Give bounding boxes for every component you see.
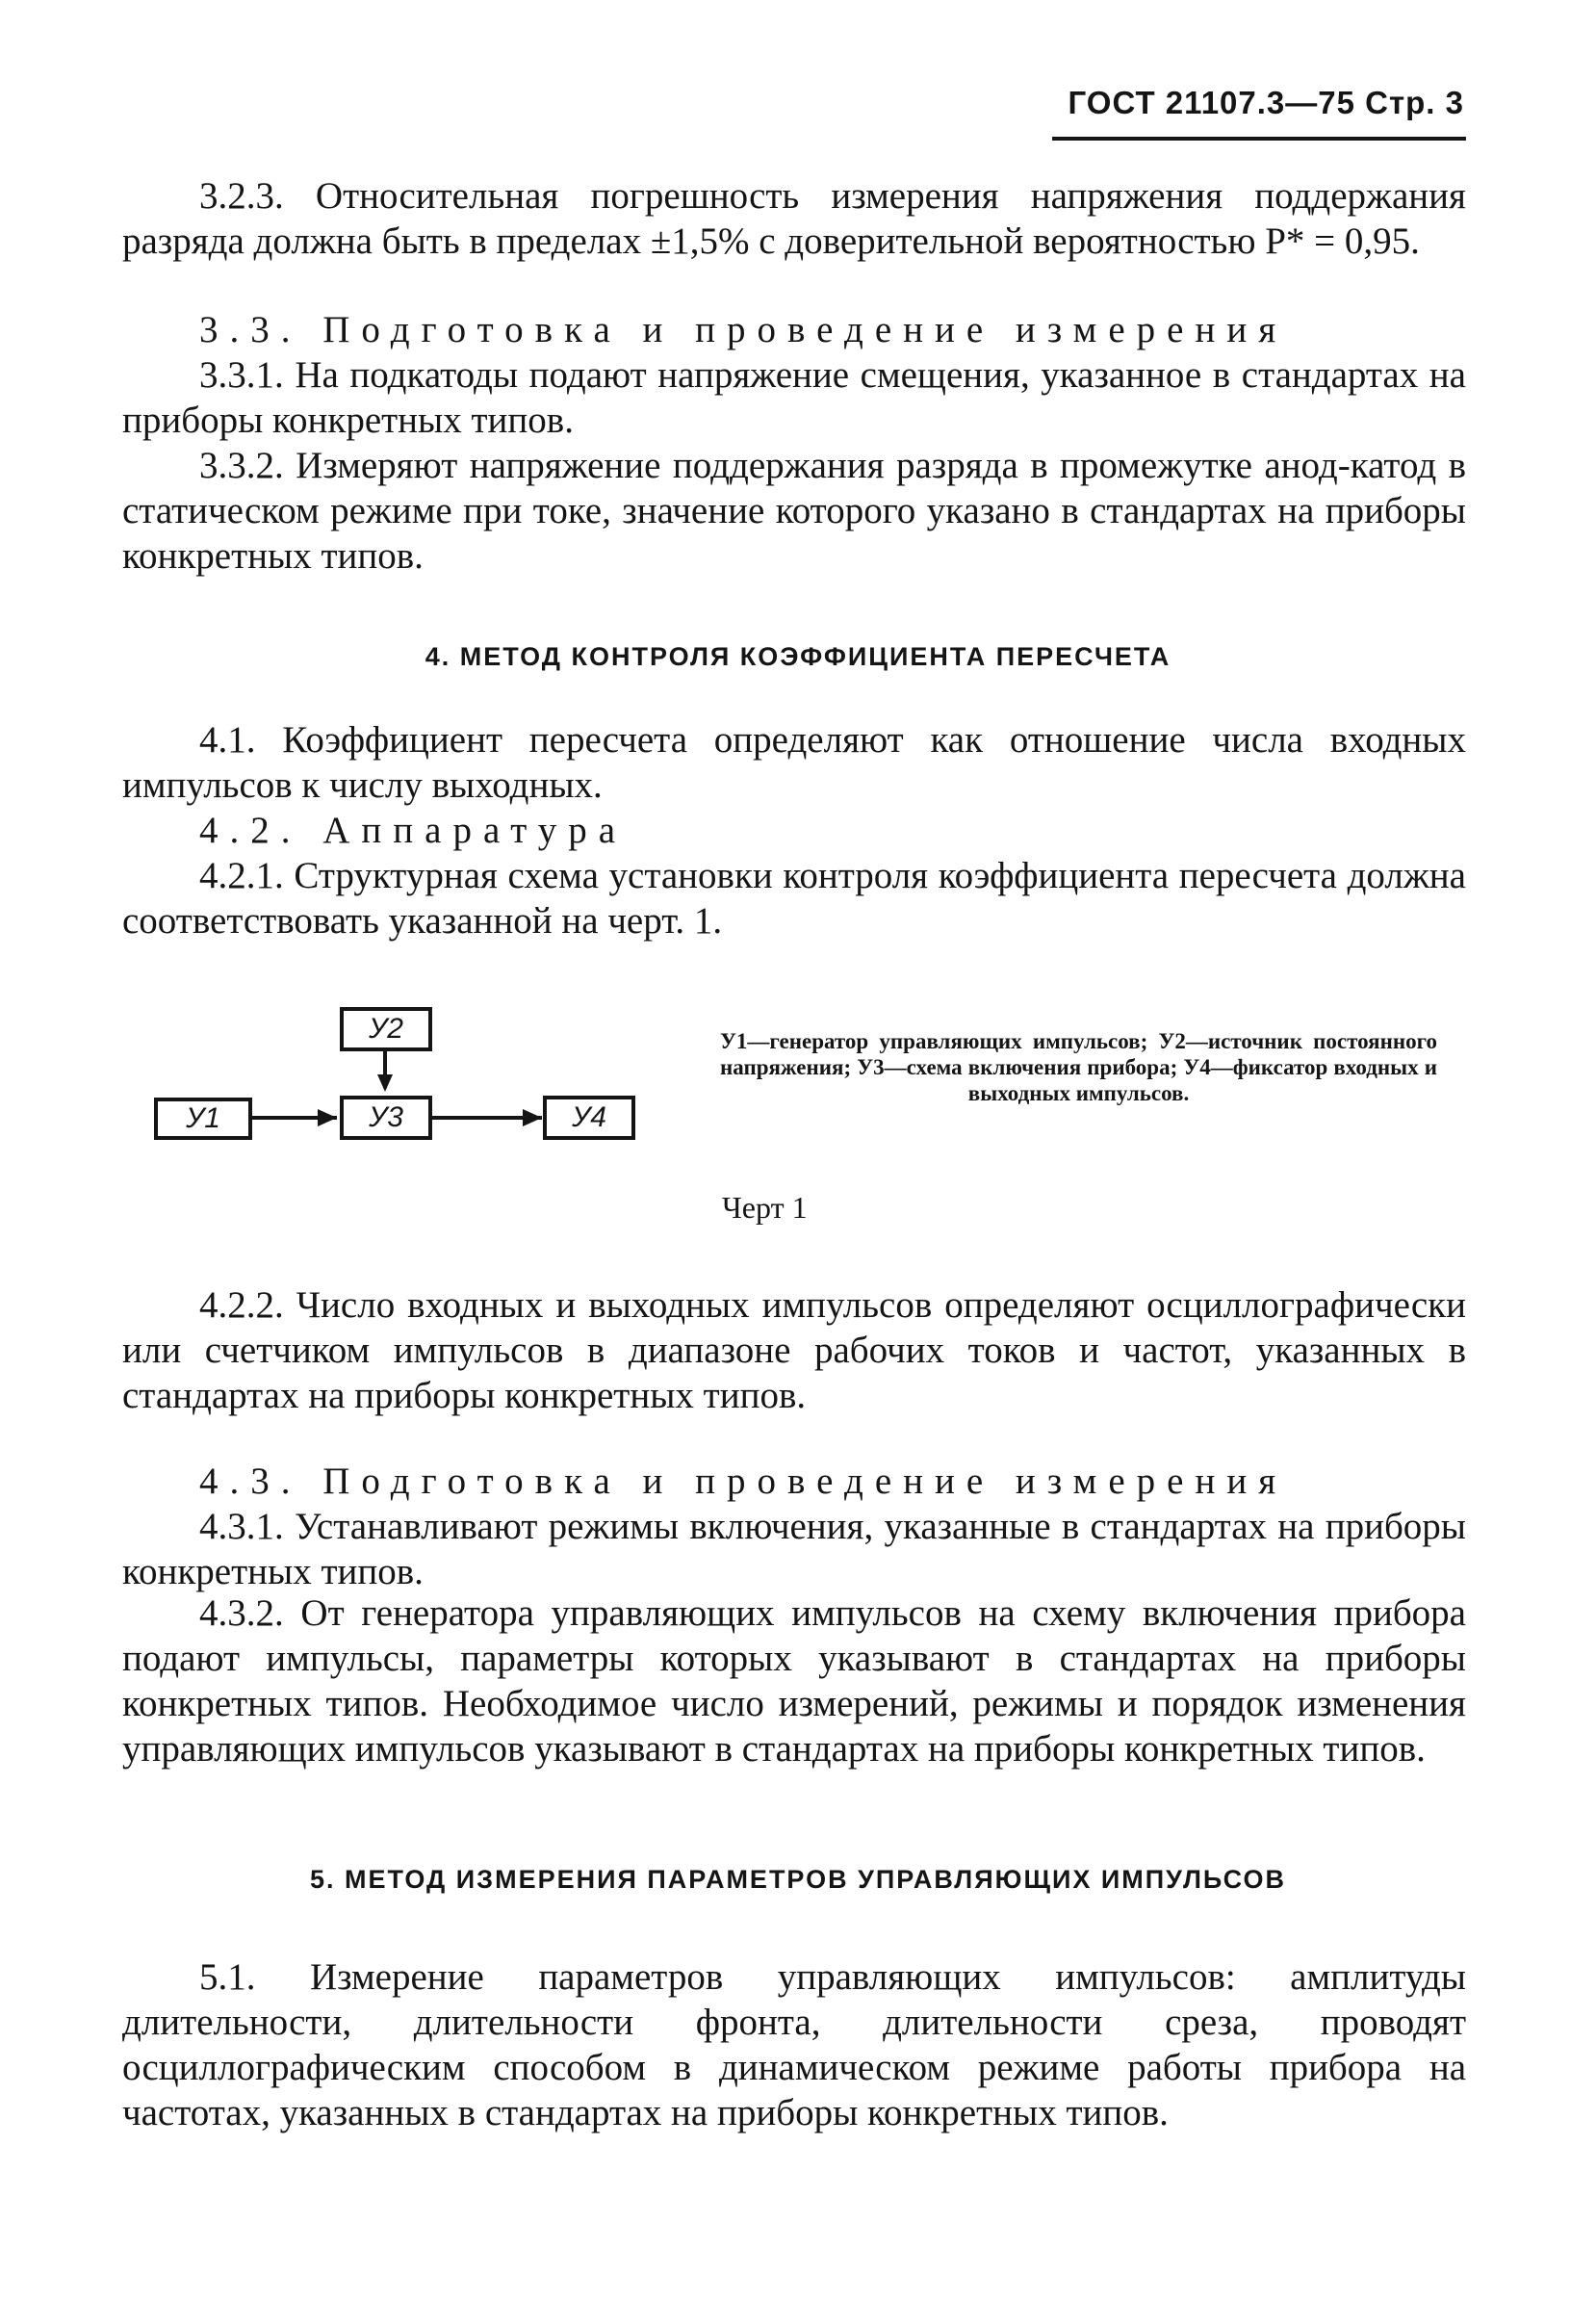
subheading-4-2: 4.2. Аппаратура <box>199 810 628 851</box>
block-u4: У4 <box>543 1096 635 1140</box>
block-u1: У1 <box>154 1098 252 1140</box>
paragraph-3-3-1: 3.3.1. На подкатоды подают напряжение смещения, указанное в стандартах на приборы конкретных типов. <box>122 354 1466 441</box>
paragraph-3-2-3: 3.2.3. Относительная погрешность измерения напряжения поддержания разряда должна быть в пределах ±1,5% с доверительной вероятностью P* = 0,95. <box>122 175 1466 262</box>
paragraph-4-1: 4.1. Коэффициент пересчета определяют как отношение числа входных импульсов к числу выходных. <box>122 719 1466 806</box>
diagram-legend: У1—генератор управляющих импульсов; У2—источник постоянного напряжения; У3—схема включения прибора; У4—фиксатор входных и выходных импульсов. <box>720 1029 1437 1105</box>
subheading-4-3: 4.3. Подготовка и проведение измерения <box>199 1461 1288 1502</box>
section-5-heading: 5. МЕТОД ИЗМЕРЕНИЯ ПАРАМЕТРОВ УПРАВЛЯЮЩИХ ИМПУЛЬСОВ <box>310 1865 1286 1894</box>
block-u3: У3 <box>340 1096 432 1140</box>
page-header: ГОСТ 21107.3—75 Стр. 3 <box>1068 85 1464 120</box>
paragraph-5-1: 5.1. Измерение параметров управляющих импульсов: амплитуды длительности, длительности фронта, длительности среза, проводят осциллографическим способом в динамическом режиме работы прибора на частотах, указанных в стандартах на приборы конкретных типов. <box>122 1956 1466 2133</box>
figure-caption: Черт 1 <box>722 1190 808 1225</box>
paragraph-3-3-2: 3.3.2. Измеряют напряжение поддержания разряда в промежутке анод-катод в статическом режиме при токе, значение которого указано в стандартах на приборы конкретных типов. <box>122 445 1466 577</box>
paragraph-4-3-1: 4.3.1. Устанавливают режимы включения, указанные в стандартах на приборы конкретных типов. <box>122 1506 1466 1592</box>
paragraph-4-3-2: 4.3.2. От генератора управляющих импульсов на схему включения прибора подают импульсы, параметры которых указывают в стандартах на приборы конкретных типов. Необходимое число измерений, режимы и порядок изменения управляющих импульсов указывают в стандартах на приборы конкретных типов. <box>122 1592 1466 1770</box>
paragraph-4-2-1: 4.2.1. Структурная схема установки контроля коэффициента пересчета должна соответствовать указанной на черт. 1. <box>122 855 1466 942</box>
paragraph-4-2-2: 4.2.2. Число входных и выходных импульсов определяют осциллографически или счетчиком импульсов в диапазоне рабочих токов и частот, указанных в стандартах на приборы конкретных типов. <box>122 1284 1466 1416</box>
block-u2: У2 <box>340 1007 432 1051</box>
subheading-3-3: 3.3. Подготовка и проведение измерения <box>199 309 1288 350</box>
section-4-heading: 4. МЕТОД КОНТРОЛЯ КОЭФФИЦИЕНТА ПЕРЕСЧЕТА <box>425 642 1171 671</box>
